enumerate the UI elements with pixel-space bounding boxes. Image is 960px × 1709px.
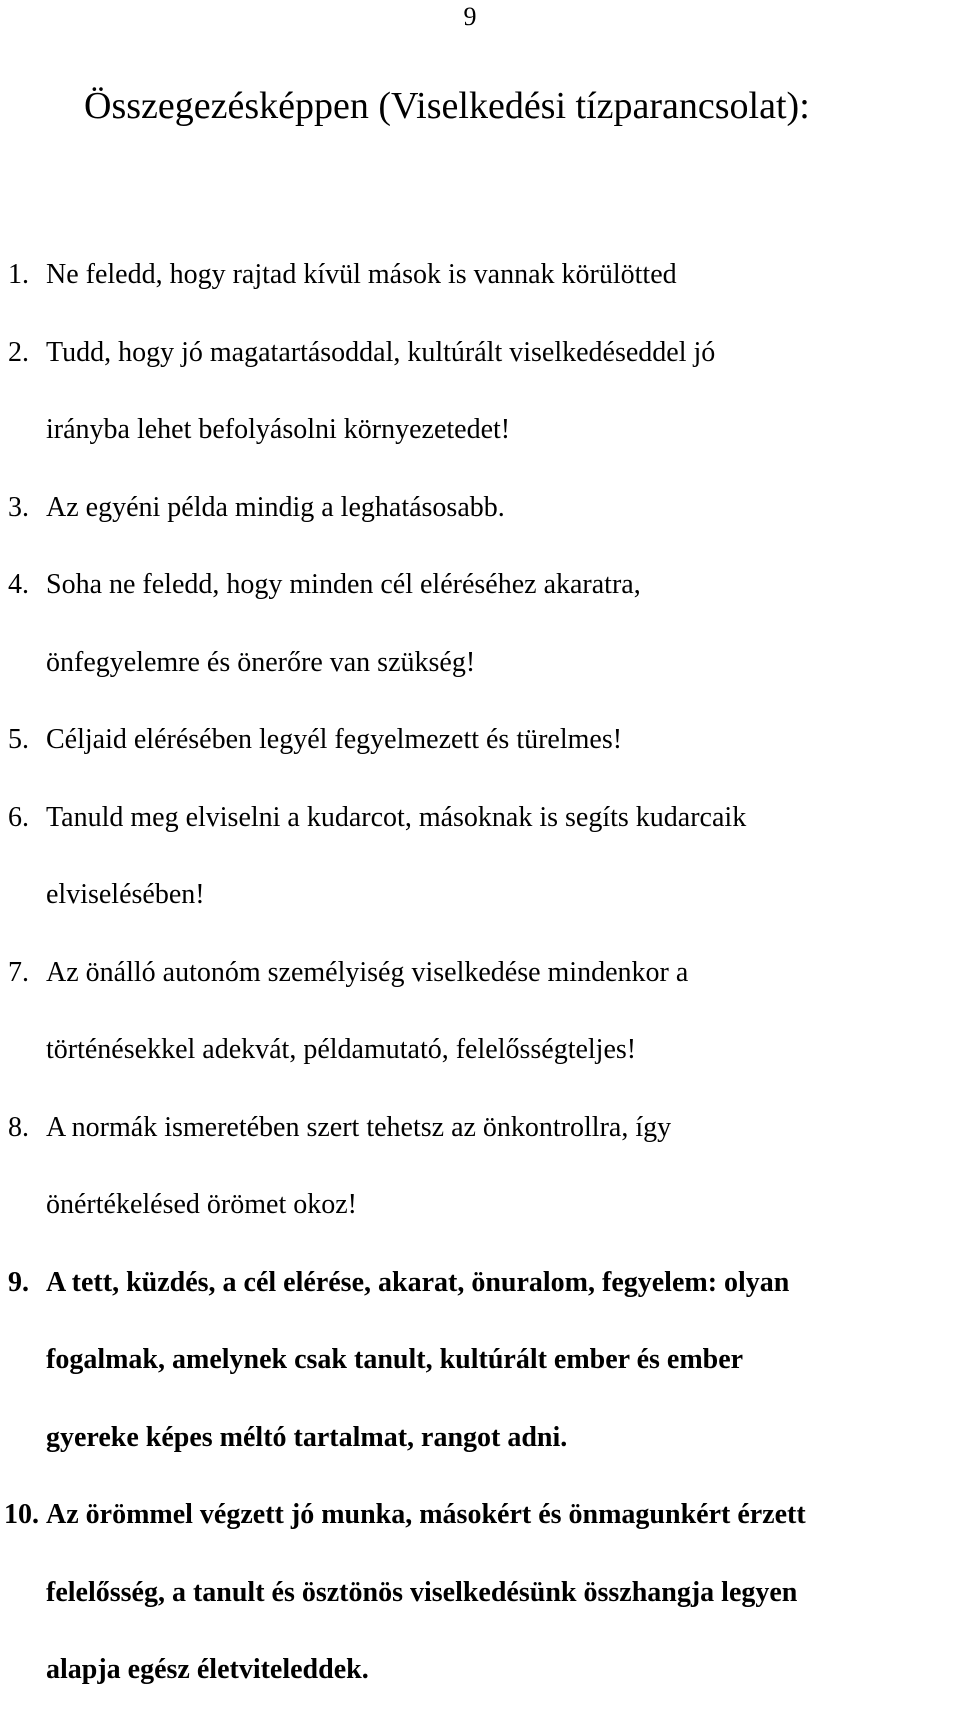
list-item (0, 1089, 960, 1244)
list-item-text: Soha ne feledd, hogy minden cél eléréséhez akaratra, (46, 569, 641, 600)
list-item-number: 9. (8, 1266, 29, 1298)
list-item-text: Tudd, hogy jó magatartásoddal, kultúrált viselkedéseddel jó (46, 336, 716, 368)
list-item-text: Az örömmel végzett jó munka, másokért és önmagunkért érzett (46, 1499, 806, 1530)
list-item (0, 469, 960, 547)
list-item-number: 7. (8, 956, 29, 988)
list-item-text: történésekkel adekvát, példamutató, felelősségteljes! (46, 1034, 637, 1065)
list-item (0, 546, 960, 701)
list-item-number: 4. (8, 569, 29, 600)
list-item-number: 6. (8, 801, 29, 833)
list-item-text: fogalmak, amelynek csak tanult, kultúrált ember és ember (46, 1344, 744, 1375)
list-item-text: alapja egész életviteleddek. (46, 1654, 369, 1685)
list-item-number: 8. (8, 1111, 29, 1143)
list-item-text: Tanuld meg elviselni a kudarcot, másoknak is segíts kudarcaik (46, 801, 747, 833)
list-item (0, 236, 960, 314)
commandments-list (0, 236, 960, 1709)
list-item-text: önértékelésed örömet okoz! (46, 1189, 357, 1220)
list-item (0, 1476, 960, 1709)
list-item-number: 2. (8, 336, 29, 368)
list-item-text: A normák ismeretében szert tehetsz az önkontrollra, így (46, 1111, 672, 1143)
list-item (0, 934, 960, 1089)
page-number: 9 (463, 2, 477, 31)
list-item (0, 779, 960, 934)
page-title: Összegezésképpen (Viselkedési tízparancsolat): (84, 85, 810, 127)
list-item-text: A tett, küzdés, a cél elérése, akarat, önuralom, fegyelem: olyan (46, 1266, 790, 1298)
list-item-text: irányba lehet befolyásolni környezetedet! (46, 414, 511, 445)
list-item-text: gyereke képes méltó tartalmat, rangot adni. (46, 1421, 568, 1453)
list-item-text: elviselésében! (46, 879, 205, 910)
list-item-text: Céljaid elérésében legyél fegyelmezett és türelmes! (46, 724, 623, 755)
list-item-text: Az önálló autonóm személyiség viselkedése mindenkor a (46, 956, 689, 988)
list-item-text: Az egyéni példa mindig a leghatásosabb. (46, 491, 505, 523)
list-item-number: 10. (4, 1499, 39, 1530)
list-item-number: 1. (8, 259, 29, 290)
list-item-text: Ne feledd, hogy rajtad kívül mások is vannak körülötted (46, 259, 677, 290)
list-item (0, 314, 960, 469)
list-item (0, 701, 960, 779)
list-item-text: önfegyelemre és önerőre van szükség! (46, 646, 476, 678)
list-item-number: 5. (8, 724, 29, 755)
list-item (0, 1244, 960, 1477)
list-item-number: 3. (8, 491, 29, 523)
list-item-text: felelősség, a tanult és ösztönös viselkedésünk összhangja legyen (46, 1576, 798, 1608)
